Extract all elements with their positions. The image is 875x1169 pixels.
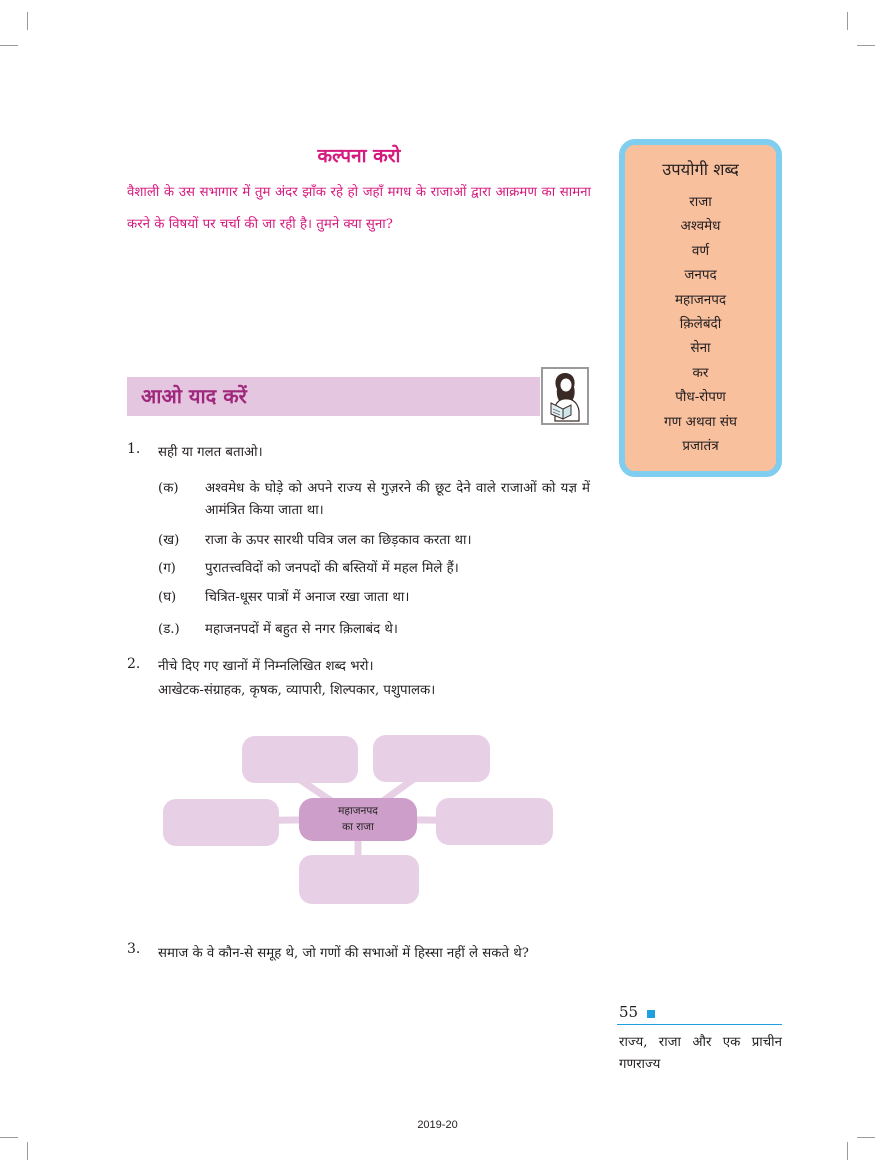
page-number: 55	[619, 1003, 639, 1021]
question-2-words: आखेटक-संग्राहक, कृषक, व्यापारी, शिल्पकार, पशुपालक।	[158, 683, 436, 698]
useful-word: अश्वमेध	[680, 218, 721, 235]
item-text: अश्वमेध के घोड़े को अपने राज्य से गुज़रने की छूट देने वाले राजाओं को यज्ञ में आमंत्रित किया जाता था।	[205, 481, 590, 518]
girl-reading-icon	[541, 367, 589, 425]
useful-words-title: उपयोगी शब्द	[662, 160, 739, 179]
useful-word: महाजनपद	[674, 291, 727, 308]
item-label: (ख)	[158, 533, 180, 548]
empty-answer-box[interactable]	[163, 799, 279, 846]
question-2-number: 2.	[127, 656, 141, 672]
question-1-number: 1.	[127, 441, 141, 457]
item-text: पुरातत्त्वविदों को जनपदों की बस्तियों में महल मिले हैं।	[205, 561, 459, 576]
item-label: (ग)	[158, 561, 176, 576]
center-node-line: महाजनपद	[338, 805, 378, 817]
empty-answer-box[interactable]	[299, 855, 419, 904]
item-text: महाजनपदों में बहुत से नगर क़िलाबंद थे।	[205, 622, 398, 637]
useful-word: प्रजातंत्र	[682, 437, 719, 454]
useful-word: पौध-रोपण	[675, 389, 726, 406]
crop-mark	[27, 12, 28, 30]
crop-mark	[847, 12, 848, 30]
item-label: (क)	[158, 481, 179, 496]
question-1-item	[158, 587, 590, 609]
crop-mark	[0, 1137, 18, 1138]
edition-year: 2019-20	[417, 1119, 458, 1131]
recall-banner	[127, 377, 540, 416]
item-text: राजा के ऊपर सारथी पवित्र जल का छिड़काव करता था।	[205, 533, 472, 548]
crop-mark	[27, 1142, 28, 1160]
chapter-title: राज्य, राजा और एक प्राचीन गणराज्य	[619, 1035, 782, 1072]
question-1-item	[158, 619, 590, 641]
useful-word: क़िलेबंदी	[679, 315, 722, 332]
center-node-line: का राजा	[342, 821, 374, 833]
useful-words-box	[619, 139, 782, 477]
question-1-text: सही या गलत बताओ।	[158, 445, 263, 460]
empty-answer-box[interactable]	[373, 735, 490, 782]
useful-word: जनपद	[684, 267, 717, 284]
item-text: चित्रित-धूसर पात्रों में अनाज रखा जाता था।	[205, 590, 410, 605]
question-3-number: 3.	[127, 941, 141, 957]
recall-title: आओ याद करें	[141, 384, 247, 408]
useful-words-list	[625, 190, 776, 458]
useful-word: सेना	[690, 340, 711, 357]
page-rule	[617, 1024, 782, 1025]
mind-map-diagram	[160, 733, 556, 908]
crop-mark	[857, 1137, 875, 1138]
question-1-item	[158, 478, 590, 524]
empty-answer-box[interactable]	[436, 798, 553, 845]
useful-word: गण अथवा संघ	[664, 413, 737, 430]
item-label: (घ)	[158, 590, 177, 605]
question-1-item	[158, 530, 590, 552]
center-node	[299, 798, 417, 841]
item-label: (ड.)	[158, 622, 180, 637]
useful-word: वर्ण	[691, 242, 710, 259]
imagine-title: कल्पना करो	[317, 145, 401, 167]
question-2-text: नीचे दिए गए खानों में निम्नलिखित शब्द भरो।	[158, 659, 374, 674]
page-marker-square	[647, 1010, 655, 1018]
question-1-item	[158, 558, 590, 580]
useful-word: कर	[692, 364, 709, 381]
crop-mark	[0, 45, 18, 46]
imagine-text: वैशाली के उस सभागार में तुम अंदर झाँक रहे हो जहाँ मगध के राजाओं द्वारा आक्रमण का सामना करने के विषयों पर चर्चा की जा रही है। तुमने क्या सुना?	[127, 185, 591, 232]
crop-mark	[847, 1142, 848, 1160]
question-3-text: समाज के वे कौन-से समूह थे, जो गणों की सभाओं में हिस्सा नहीं ले सकते थे?	[158, 946, 529, 961]
useful-word: राजा	[689, 194, 712, 210]
crop-mark	[857, 45, 875, 46]
empty-answer-box[interactable]	[242, 736, 358, 783]
